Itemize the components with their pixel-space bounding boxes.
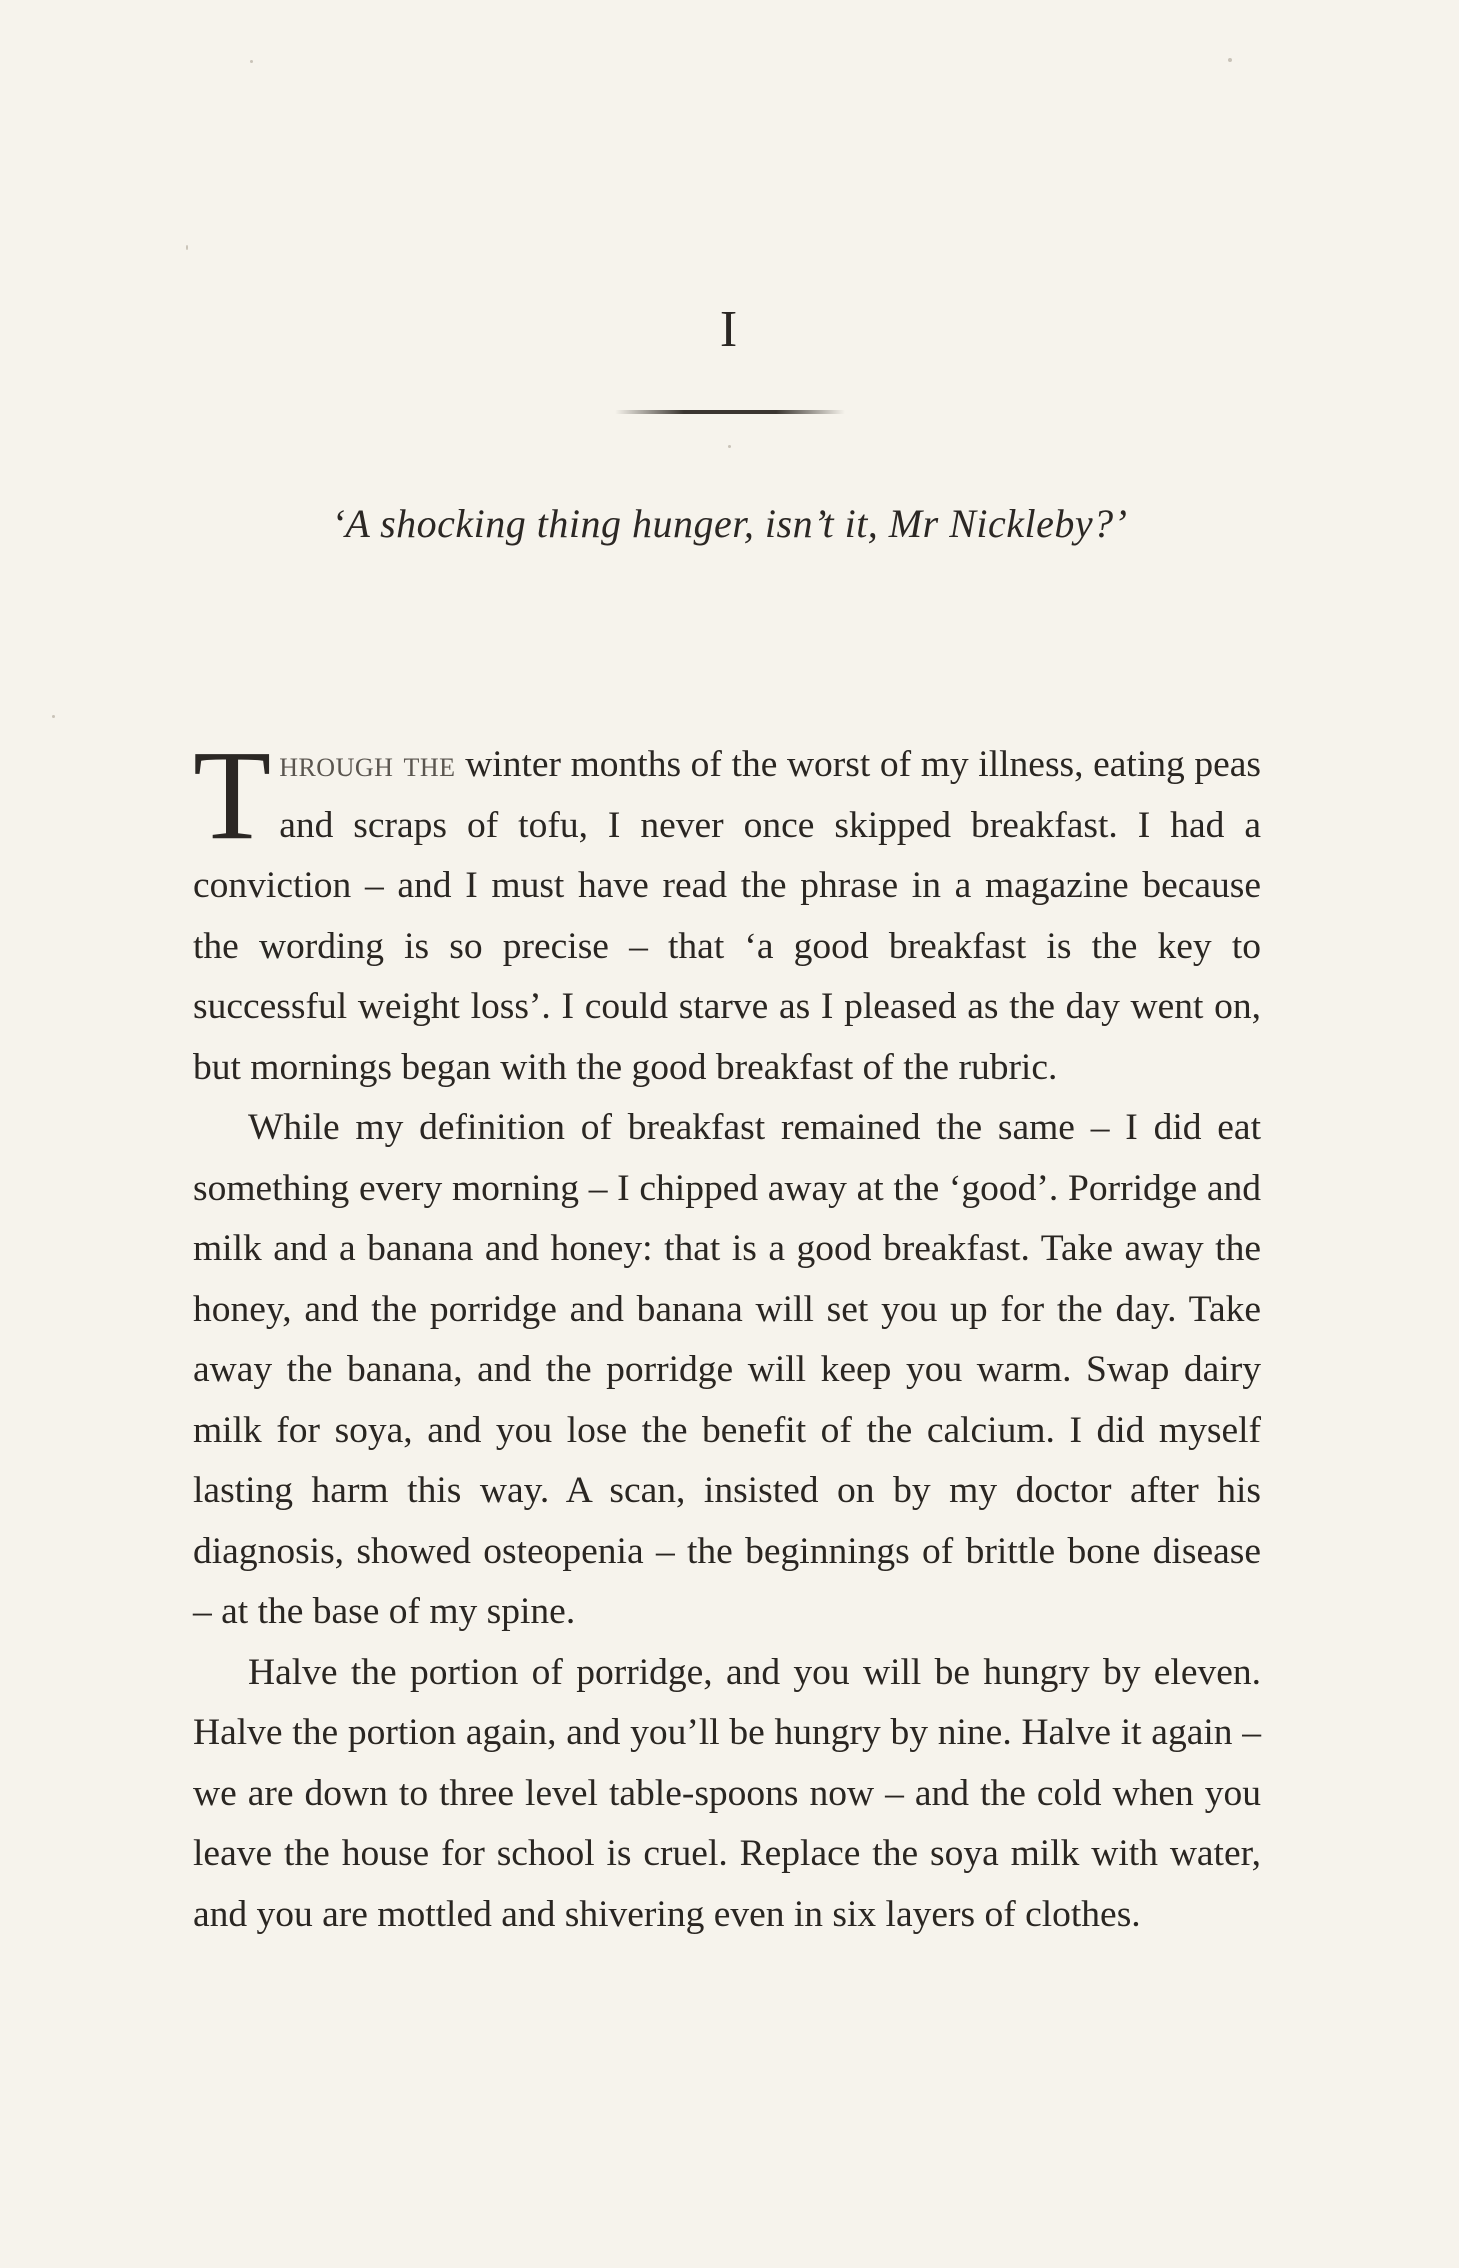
chapter-epigraph: ‘A shocking thing hunger, isn’t it, Mr Nickleby?’: [331, 501, 1128, 546]
paragraph-1-text: winter months of the worst of my illness, eating peas and scraps of tofu, I never once skipped breakfast. I had a conviction – and I must have read the phrase in a magazine because the wording is so precise – that ‘a good breakfast is the key to successful weight loss’. I could starve as I pleased as the day went on, but mornings began with the good breakfast of the rubric.: [193, 744, 1261, 1088]
paragraph-3: Halve the portion of porridge, and you will be hungry by eleven. Halve the portion again, and you’ll be hungry by nine. Halve it again – we are down to three level table-spoons now – and the cold when you leave the house for school is cruel. Replace the soya milk with water, and you are mottled and shivering even in six layers of clothes.: [193, 1651, 1261, 1935]
body-text: [193, 724, 1261, 1945]
chapter-divider-rule: [615, 410, 845, 414]
paper-speck: [186, 245, 188, 250]
paragraph-2: While my definition of breakfast remained the same – I did eat something every morning – I chipped away at the ‘good’. Porridge and milk and a banana and honey: that is a good breakfast. Take away the honey, and the porridge and banana will set you up for the day. Take away the banana, and the porridge will keep you warm. Swap dairy milk for soya, and you lose the benefit of the calcium. I did myself lasting harm this way. A scan, insisted on by my doctor after his diagnosis, showed osteopenia – the beginnings of brittle bone disease – at the base of my spine.: [193, 1107, 1261, 1632]
paragraph-1: [193, 724, 1261, 1098]
paper-speck: [728, 445, 731, 448]
paper-speck: [250, 60, 253, 63]
drop-cap: T: [193, 724, 272, 866]
paper-speck: [52, 715, 55, 718]
chapter-number: I: [719, 301, 740, 358]
lead-in-text: hrough the: [279, 744, 456, 785]
paper-speck: [1228, 58, 1232, 62]
